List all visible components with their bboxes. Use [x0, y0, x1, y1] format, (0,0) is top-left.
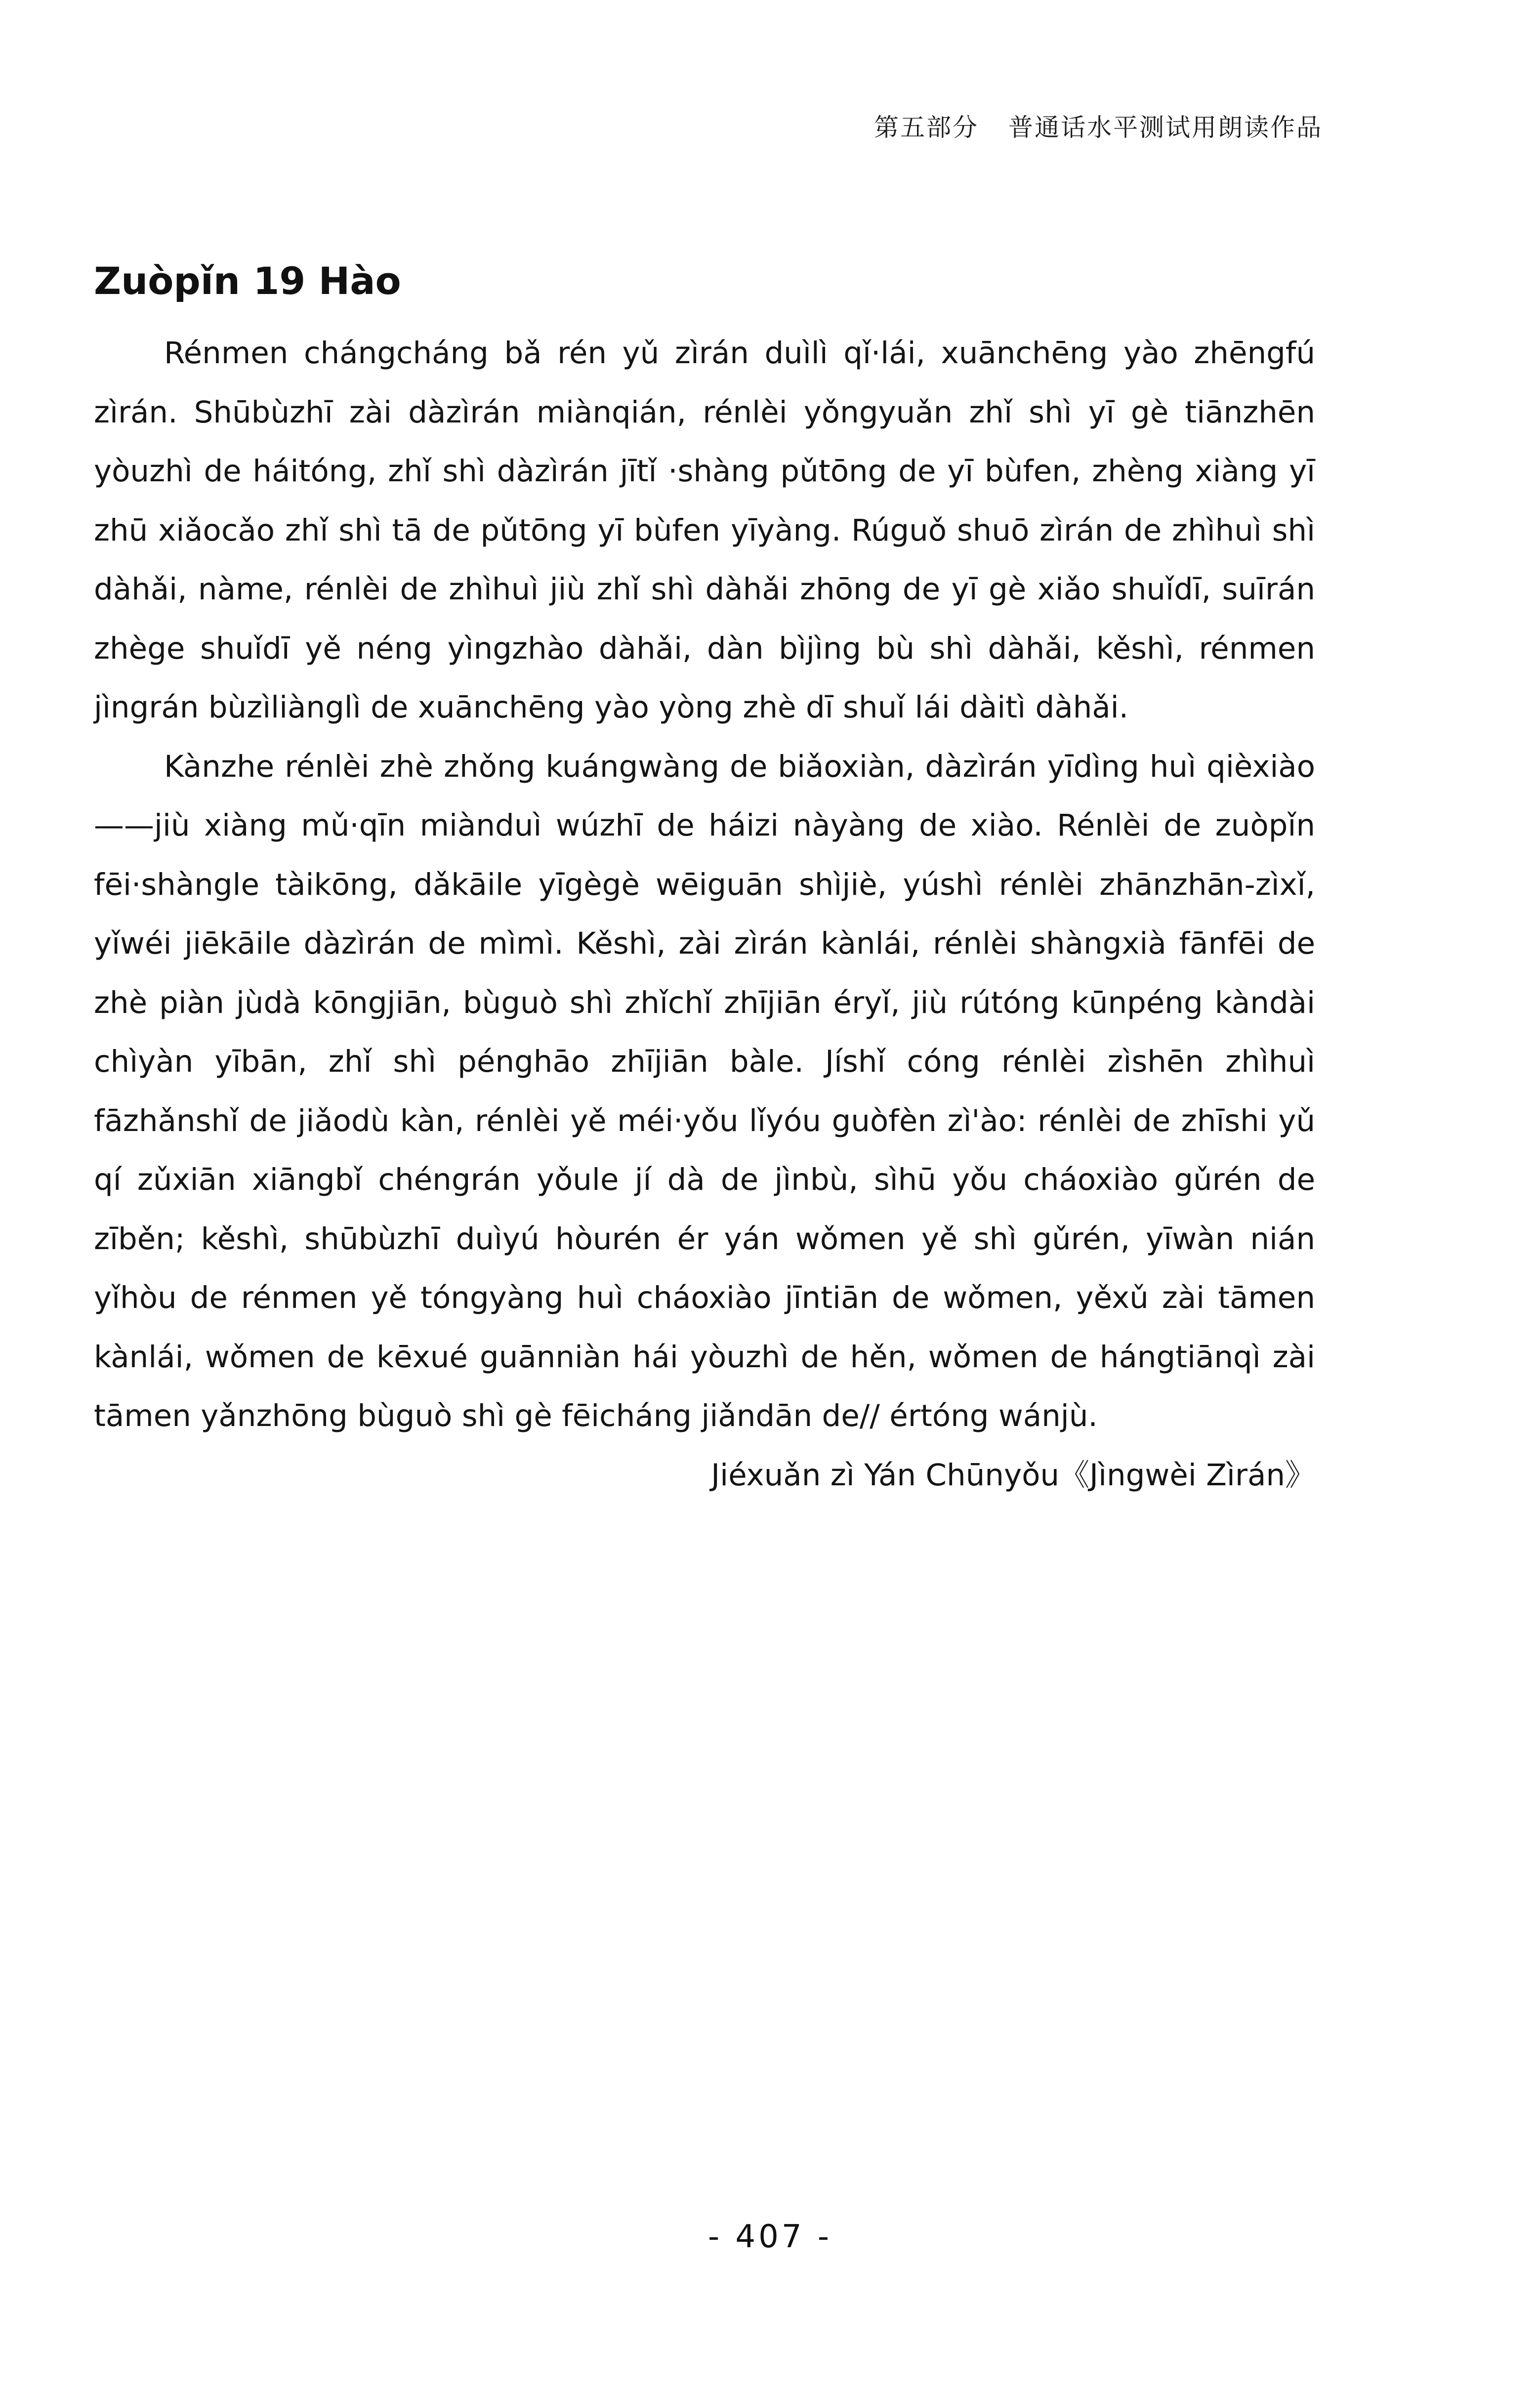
- paragraph-1: Rénmen chángcháng bǎ rén yǔ zìrán duìlì qǐ·lái, xuānchēng yào zhēngfú zìrán. Shūbùzhī zài dàzìrán miànqián, rénlèi yǒngyuǎn zhǐ shì yī gè tiānzhēn yòuzhì de háitóng, zhǐ shì dàzìrán jītǐ ·shàng pǔtōng de yī bùfen, zhèng xiàng yī zhū xiǎocǎo zhǐ shì tā de pǔtōng yī bùfen yīyàng. Rúguǒ shuō zìrán de zhìhuì shì dàhǎi, nàme, rénlèi de zhìhuì jiù zhǐ shì dàhǎi zhōng de yī gè xiǎo shuǐdī, suīrán zhège shuǐdī yě néng yìngzhào dàhǎi, dàn bìjìng bù shì dàhǎi, kěshì, rénmen jìngrán bùzìliànglì de xuānchēng yào yòng zhè dī shuǐ lái dàitì dàhǎi.: [94, 335, 1315, 725]
- header-subtitle: 普通话水平测试用朗读作品: [1008, 113, 1323, 142]
- body-text: [94, 324, 1315, 1505]
- work-title: Zuòpǐn 19 Hào: [94, 259, 401, 303]
- source-attribution: Jiéxuǎn zì Yán Chūnyǒu《Jìngwèi Zìrán》: [711, 1457, 1315, 1493]
- header-section: 第五部分: [874, 113, 979, 142]
- running-header: [874, 108, 1323, 143]
- paragraph-2: Kànzhe rénlèi zhè zhǒng kuángwàng de biǎoxiàn, dàzìrán yīdìng huì qièxiào——jiù xiàng mǔ·qīn miànduì wúzhī de háizi nàyàng de xiào. Rénlèi de zuòpǐn fēi·shàngle tàikōng, dǎkāile yīgègè wēiguān shìjiè, yúshì rénlèi zhānzhān-zìxǐ, yǐwéi jiēkāile dàzìrán de mìmì. Kěshì, zài zìrán kànlái, rénlèi shàngxià fānfēi de zhè piàn jùdà kōngjiān, bùguò shì zhǐchǐ zhījiān éryǐ, jiù rútóng kūnpéng kàndài chìyàn yībān, zhǐ shì pénghāo zhījiān bàle. Jíshǐ cóng rénlèi zìshēn zhìhuì fāzhǎnshǐ de jiǎodù kàn, rénlèi yě méi·yǒu lǐyóu guòfèn zì'ào: rénlèi de zhīshi yǔ qí zǔxiān xiāngbǐ chéngrán yǒule jí dà de jìnbù, sìhū yǒu cháoxiào gǔrén de zīběn; kěshì, shūbùzhī duìyú hòurén ér yán wǒmen yě shì gǔrén, yīwàn nián yǐhòu de rénmen yě tóngyàng huì cháoxiào jīntiān de wǒmen, yěxǔ zài tāmen kànlái, wǒmen de kēxué guānniàn hái yòuzhì de hěn, wǒmen de hángtiānqì zài tāmen yǎnzhōng bùguò shì gè fēicháng jiǎndān de// értóng wánjù.: [94, 749, 1315, 1433]
- page-number: - 407 -: [708, 2219, 832, 2255]
